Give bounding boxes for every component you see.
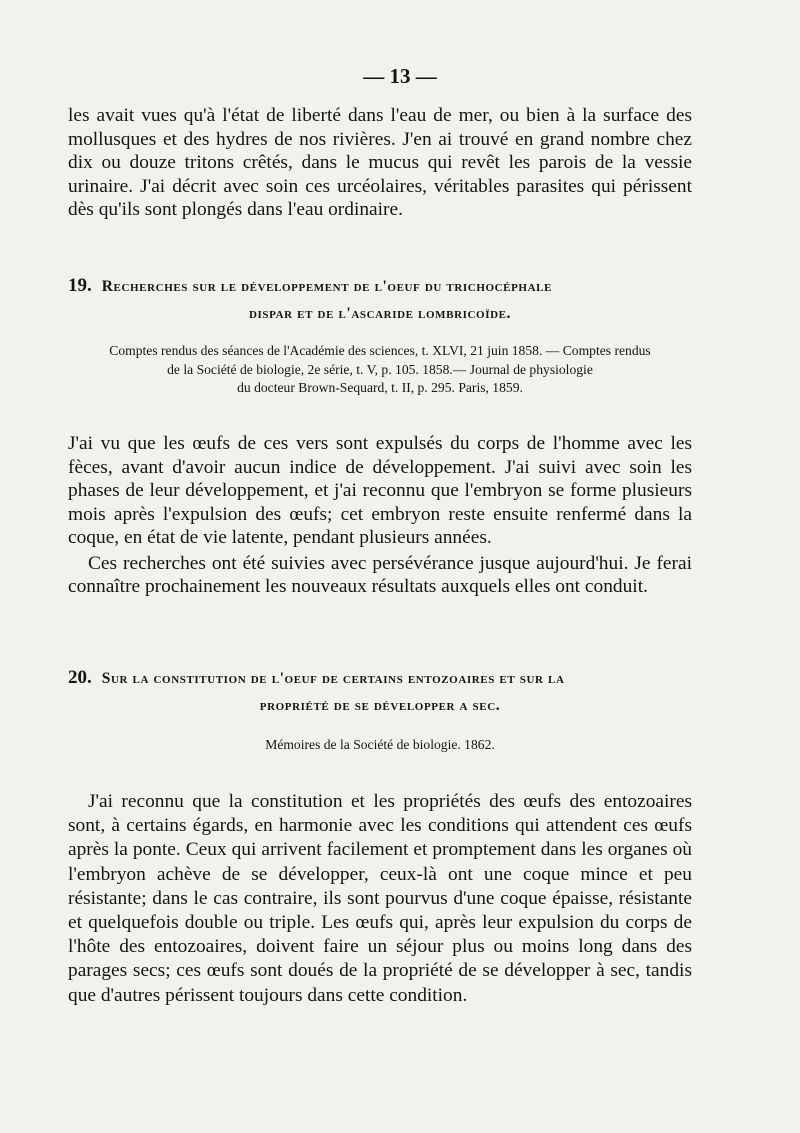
intro-paragraph: les avait vues qu'à l'état de liberté dans l'eau de mer, ou bien à la surface des mollusques et des hydres de nos rivières. J'en ai trouvé en grand nombre chez dix ou douze tritons crêtés, dans le mucus qui revêt les parois de la vessie urinaire. J'ai décrit avec soin ces urcéolaires, véritables parasites qui périssent dès qu'ils sont plongés dans l'eau ordinaire.: [68, 105, 692, 220]
section-19-title-line1: Recherches sur le développement de l'oeuf du trichocéphale: [101, 278, 553, 295]
section-19-reference-line: du docteur Brown-Sequard, t. II, p. 295. Paris, 1859.: [237, 380, 523, 395]
section-20-title-line2: propriété de se développer a sec.: [259, 697, 501, 714]
section-20-number: 20.: [68, 667, 92, 688]
section-19-heading: [68, 272, 692, 327]
section-19-reference: [68, 342, 692, 398]
section-19-paragraph-2: Ces recherches ont été suivies avec persévérance jusque aujourd'hui. Je ferai connaître prochainement les nouveaux résultats auxquels elles ont conduit.: [68, 552, 692, 597]
section-20-reference-line: Mémoires de la Société de biologie. 1862.: [265, 737, 495, 752]
section-19-reference-line: de la Société de biologie, 2e série, t. V, p. 105. 1858.— Journal de physiologie: [167, 361, 593, 377]
section-19-number: 19.: [68, 275, 92, 296]
section-20-heading: [68, 664, 692, 719]
section-20-paragraph-1: J'ai reconnu que la constitution et les propriétés des œufs des entozoaires sont, à certains égards, en harmonie avec les conditions qui attendent ces œufs après la ponte. Ceux qui arrivent facilement et promptement dans les organes où l'embryon achève de se développer, ceux-là ont une coque mince et peu résistante; dans le cas contraire, ils sont pourvus d'une coque épaisse, résistante et quelquefois double ou triple. Les œufs qui, après leur expulsion du corps de l'hôte des entozoaires, doivent faire un séjour plus ou moins long dans des parages secs; ces œufs sont doués de la propriété de se développer à sec, tandis que d'autres périssent toujours dans cette condition.: [68, 791, 692, 1006]
section-20-reference: [68, 736, 692, 755]
section-19-paragraph-1: J'ai vu que les œufs de ces vers sont expulsés du corps de l'homme avec les fèces, avant d'avoir aucun indice de développement. J'ai suivi avec soin les phases de leur développement, et j'ai reconnu que l'embryon se forme plusieurs mois après l'expulsion des œufs; cet embryon reste ensuite renfermé dans la coque, en état de vie latente, pendant plusieurs années.: [68, 433, 692, 548]
intro-block: [68, 104, 692, 222]
section-19-reference-line: Comptes rendus des séances de l'Académie des sciences, t. XLVI, 21 juin 1858. — Comptes rendus: [109, 343, 651, 358]
section-19-title-line2: dispar et de l'ascaride lombricoïde.: [248, 305, 512, 322]
page-number: — 13 —: [363, 64, 437, 88]
section-20-title-line1: Sur la constitution de l'oeuf de certains entozoaires et sur la: [101, 670, 565, 687]
section-19-body: [68, 432, 692, 599]
section-20-body: [68, 790, 692, 1008]
